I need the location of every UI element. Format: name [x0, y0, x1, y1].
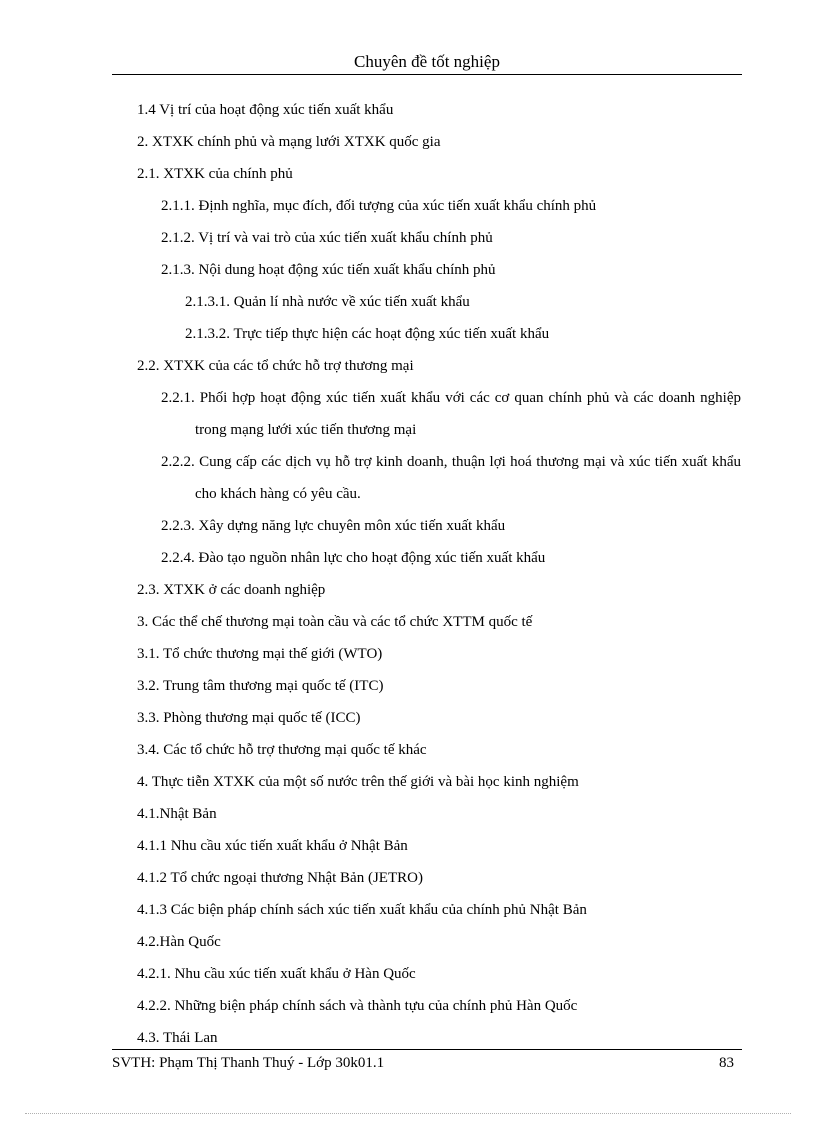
table-of-contents: [137, 94, 741, 1054]
toc-entry: 3.2. Trung tâm thương mại quốc tế (ITC): [137, 678, 384, 694]
footer-author: SVTH: Phạm Thị Thanh Thuý - Lớp 30k01.1: [112, 1055, 385, 1071]
toc-entry: 2.2. XTXK của các tổ chức hỗ trợ thương mại: [137, 358, 414, 374]
toc-entry: 2.2.4. Đào tạo nguồn nhân lực cho hoạt động xúc tiến xuất khẩu: [161, 550, 546, 566]
toc-entry: 2.2.2. Cung cấp các dịch vụ hỗ trợ kinh doanh, thuận lợi hoá thương mại và xúc tiến xuất khẩu cho khách hàng có yêu cầu.: [161, 454, 741, 502]
toc-entry: 2.2.3. Xây dựng năng lực chuyên môn xúc tiến xuất khẩu: [161, 518, 506, 534]
toc-entry: 4. Thực tiễn XTXK của một số nước trên thế giới và bài học kinh nghiệm: [137, 774, 579, 790]
page-header-title: Chuyên đề tốt nghiệp: [354, 52, 500, 71]
toc-entry: 4.1.2 Tổ chức ngoại thương Nhật Bản (JETRO): [137, 870, 423, 886]
toc-entry: 2.3. XTXK ở các doanh nghiệp: [137, 582, 326, 598]
toc-entry: 2.2.1. Phối hợp hoạt động xúc tiến xuất khẩu với các cơ quan chính phủ và các doanh nghiệp trong mạng lưới xúc tiến thương mại: [161, 390, 741, 438]
toc-entry: 2. XTXK chính phủ và mạng lưới XTXK quốc gia: [137, 134, 441, 150]
toc-entry: 4.3. Thái Lan: [137, 1030, 218, 1046]
toc-entry: 4.1.3 Các biện pháp chính sách xúc tiến xuất khẩu của chính phủ Nhật Bản: [137, 902, 587, 918]
toc-entry: 3.1. Tổ chức thương mại thế giới (WTO): [137, 646, 383, 662]
toc-entry: 3.4. Các tổ chức hỗ trợ thương mại quốc tế khác: [137, 742, 427, 758]
toc-entry: 2.1.3. Nội dung hoạt động xúc tiến xuất khẩu chính phủ: [161, 262, 496, 278]
toc-entry: 4.1.Nhật Bản: [137, 806, 217, 822]
toc-entry: 3.3. Phòng thương mại quốc tế (ICC): [137, 710, 361, 726]
toc-entry: 2.1.3.2. Trực tiếp thực hiện các hoạt động xúc tiến xuất khẩu: [185, 326, 550, 342]
toc-entry: 4.2.2. Những biện pháp chính sách và thành tựu của chính phủ Hàn Quốc: [137, 998, 578, 1014]
toc-entry: 4.1.1 Nhu cầu xúc tiến xuất khẩu ở Nhật Bản: [137, 838, 408, 854]
toc-entry: 4.2.1. Nhu cầu xúc tiến xuất khẩu ở Hàn Quốc: [137, 966, 416, 982]
toc-entry: 1.4 Vị trí của hoạt động xúc tiến xuất khẩu: [137, 102, 394, 118]
page-header: [112, 48, 742, 75]
toc-entry: 2.1. XTXK của chính phủ: [137, 166, 293, 182]
page-footer: [112, 1049, 742, 1079]
page-number: 83: [719, 1055, 734, 1071]
toc-entry: 2.1.1. Định nghĩa, mục đích, đối tượng của xúc tiến xuất khẩu chính phủ: [161, 198, 597, 214]
toc-entry: 2.1.2. Vị trí và vai trò của xúc tiến xuất khẩu chính phủ: [161, 230, 493, 246]
toc-entry: 2.1.3.1. Quản lí nhà nước về xúc tiến xuất khẩu: [185, 294, 470, 310]
page-edge-divider: [25, 1113, 791, 1114]
toc-entry: 4.2.Hàn Quốc: [137, 934, 221, 950]
toc-entry: 3. Các thể chế thương mại toàn cầu và các tổ chức XTTM quốc tế: [137, 614, 533, 630]
